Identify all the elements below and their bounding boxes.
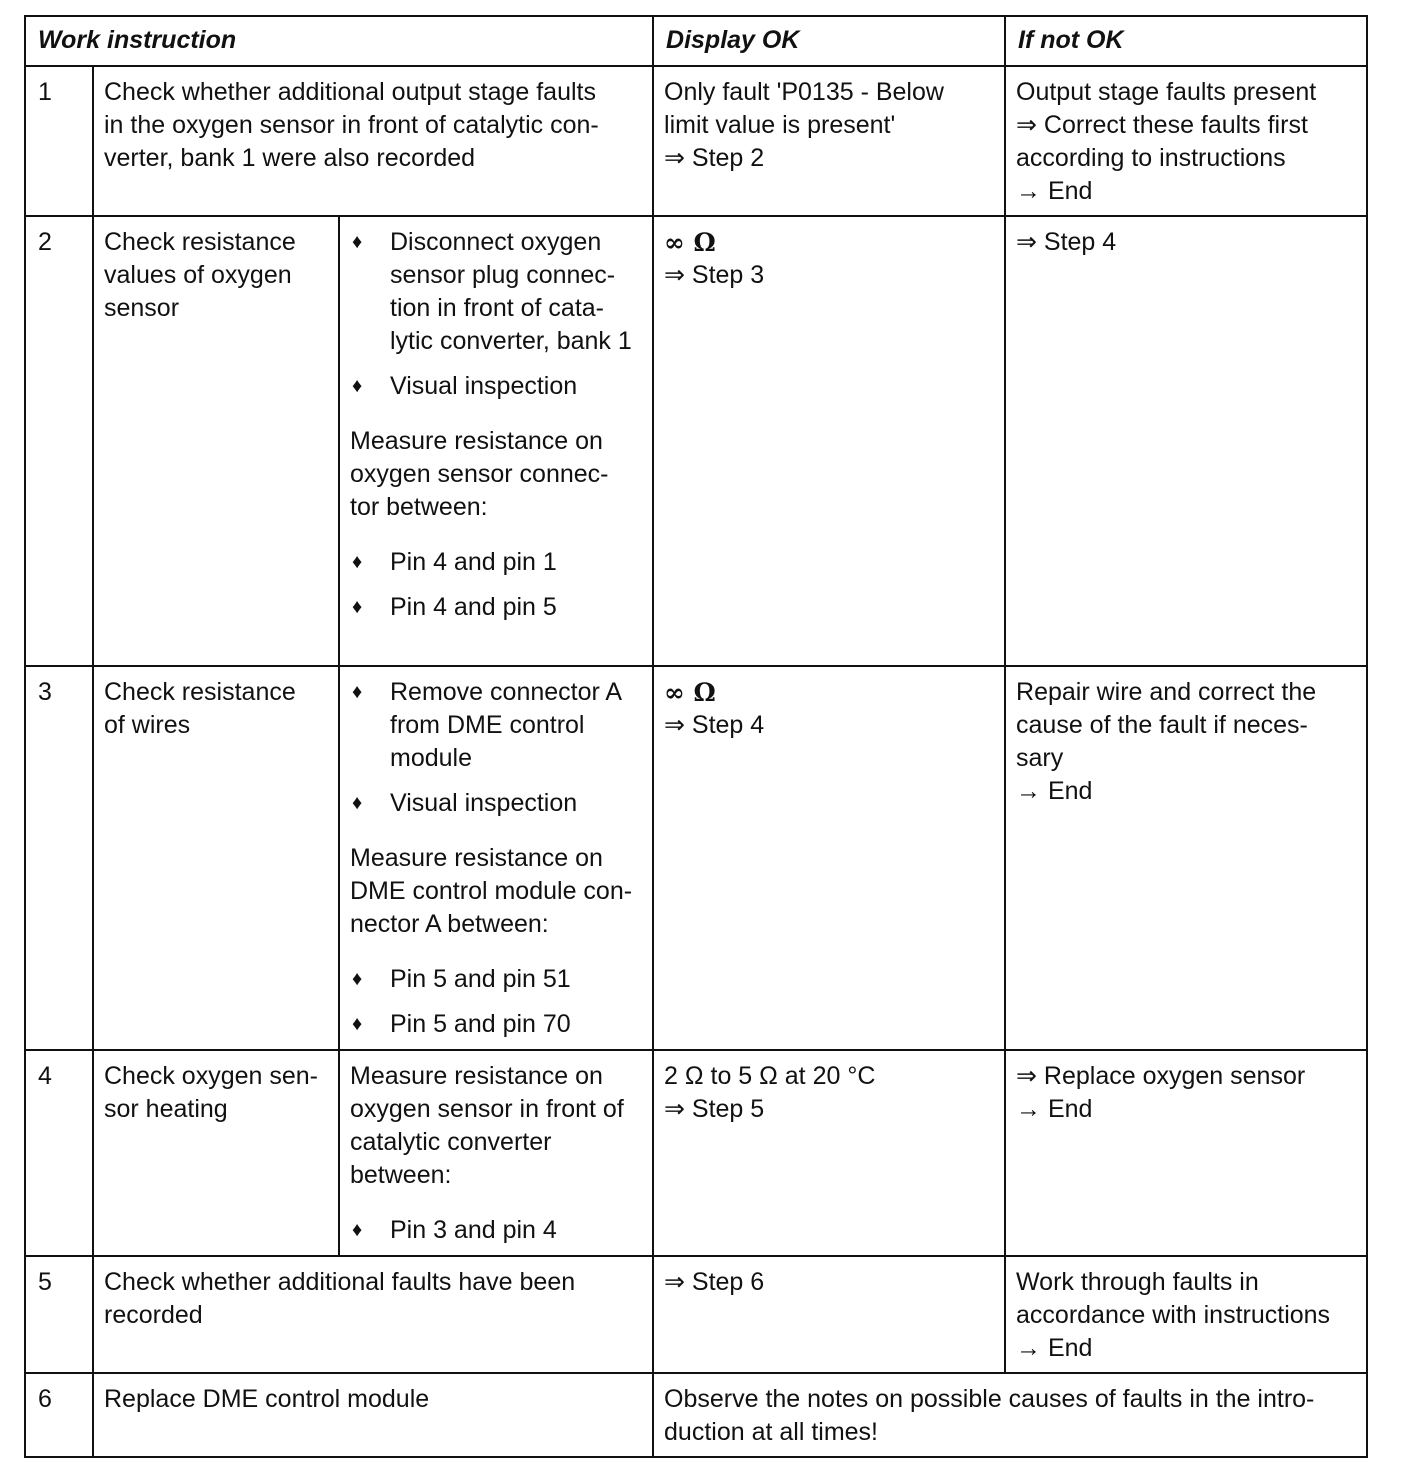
display-ok-cell: ∞ Ω ⇒ Step 4 [653,666,1005,1050]
list-item: ♦ Pin 3 and pin 4 [352,1216,557,1244]
table-row [25,216,1367,666]
procedure-cell [339,1050,653,1256]
header-if-not-ok: If not OK [1005,16,1367,66]
step-number: 5 [25,1256,93,1373]
pin-bullets [350,546,642,624]
instruction-cell: Check oxygen sen- sor heating [93,1050,339,1256]
list-item: ♦ Pin 4 and pin 5 [352,593,557,621]
measure-text: Measure resistance on DME control module con- nector A between: [350,844,633,938]
step-number: 2 [25,216,93,666]
list-item: ♦ Visual inspection [352,789,578,817]
table-row [25,1050,1367,1256]
instruction-cell: Check whether additional output stage faults in the oxygen sensor in front of catalytic con- verter, bank 1 were also recorded [93,66,653,216]
procedure-cell [339,216,653,666]
if-not-ok-cell: ⇒ Replace oxygen sensor → End [1005,1050,1367,1256]
list-item: ♦ Pin 5 and pin 51 [352,965,571,993]
list-item: ♦ Disconnect oxygen sensor plug connec- tion in front of cata- lytic converter, bank 1 [352,228,632,355]
instruction-cell: Replace DME control module [93,1373,653,1457]
list-item: ♦ Pin 5 and pin 70 [352,1010,571,1038]
if-not-ok-cell: Repair wire and correct the cause of the fault if neces- sary → End [1005,666,1367,1050]
if-not-ok-cell: Output stage faults present ⇒ Correct these faults first according to instructions → End [1005,66,1367,216]
pin-bullets [350,1214,642,1247]
display-ok-cell: ⇒ Step 6 [653,1256,1005,1373]
procedure-bullets [350,226,642,403]
table-row [25,1256,1367,1373]
header-work-instruction: Work instruction [25,16,653,66]
pin-bullets [350,963,642,1041]
list-item: ♦ Pin 4 and pin 1 [352,548,557,576]
work-instruction-table [24,15,1368,1458]
table-row [25,66,1367,216]
if-not-ok-cell: ⇒ Step 4 [1005,216,1367,666]
list-item: ♦ Remove connector A from DME control module [352,678,621,772]
table-header-row [25,16,1367,66]
instruction-cell: Check whether additional faults have been recorded [93,1256,653,1373]
procedure-cell [339,666,653,1050]
list-item: ♦ Visual inspection [352,372,578,400]
header-display-ok: Display OK [653,16,1005,66]
step-number: 6 [25,1373,93,1457]
table-row [25,1373,1367,1457]
display-ok-cell: ∞ Ω ⇒ Step 3 [653,216,1005,666]
measure-text: Measure resistance on oxygen sensor connec- tor between: [350,427,609,521]
if-not-ok-cell: Work through faults in accordance with instructions → End [1005,1256,1367,1373]
measure-text: Measure resistance on oxygen sensor in front of catalytic converter between: [350,1062,624,1189]
instruction-cell: Check resistance values of oxygen sensor [93,216,339,666]
instruction-cell: Check resistance of wires [93,666,339,1050]
step-number: 3 [25,666,93,1050]
step-number: 1 [25,66,93,216]
step-number: 4 [25,1050,93,1256]
procedure-bullets [350,676,642,820]
note-cell: Observe the notes on possible causes of faults in the intro- duction at all times! [653,1373,1367,1457]
display-ok-cell: Only fault 'P0135 - Below limit value is present' ⇒ Step 2 [653,66,1005,216]
display-ok-cell: 2 Ω to 5 Ω at 20 °C ⇒ Step 5 [653,1050,1005,1256]
table-row [25,666,1367,1050]
